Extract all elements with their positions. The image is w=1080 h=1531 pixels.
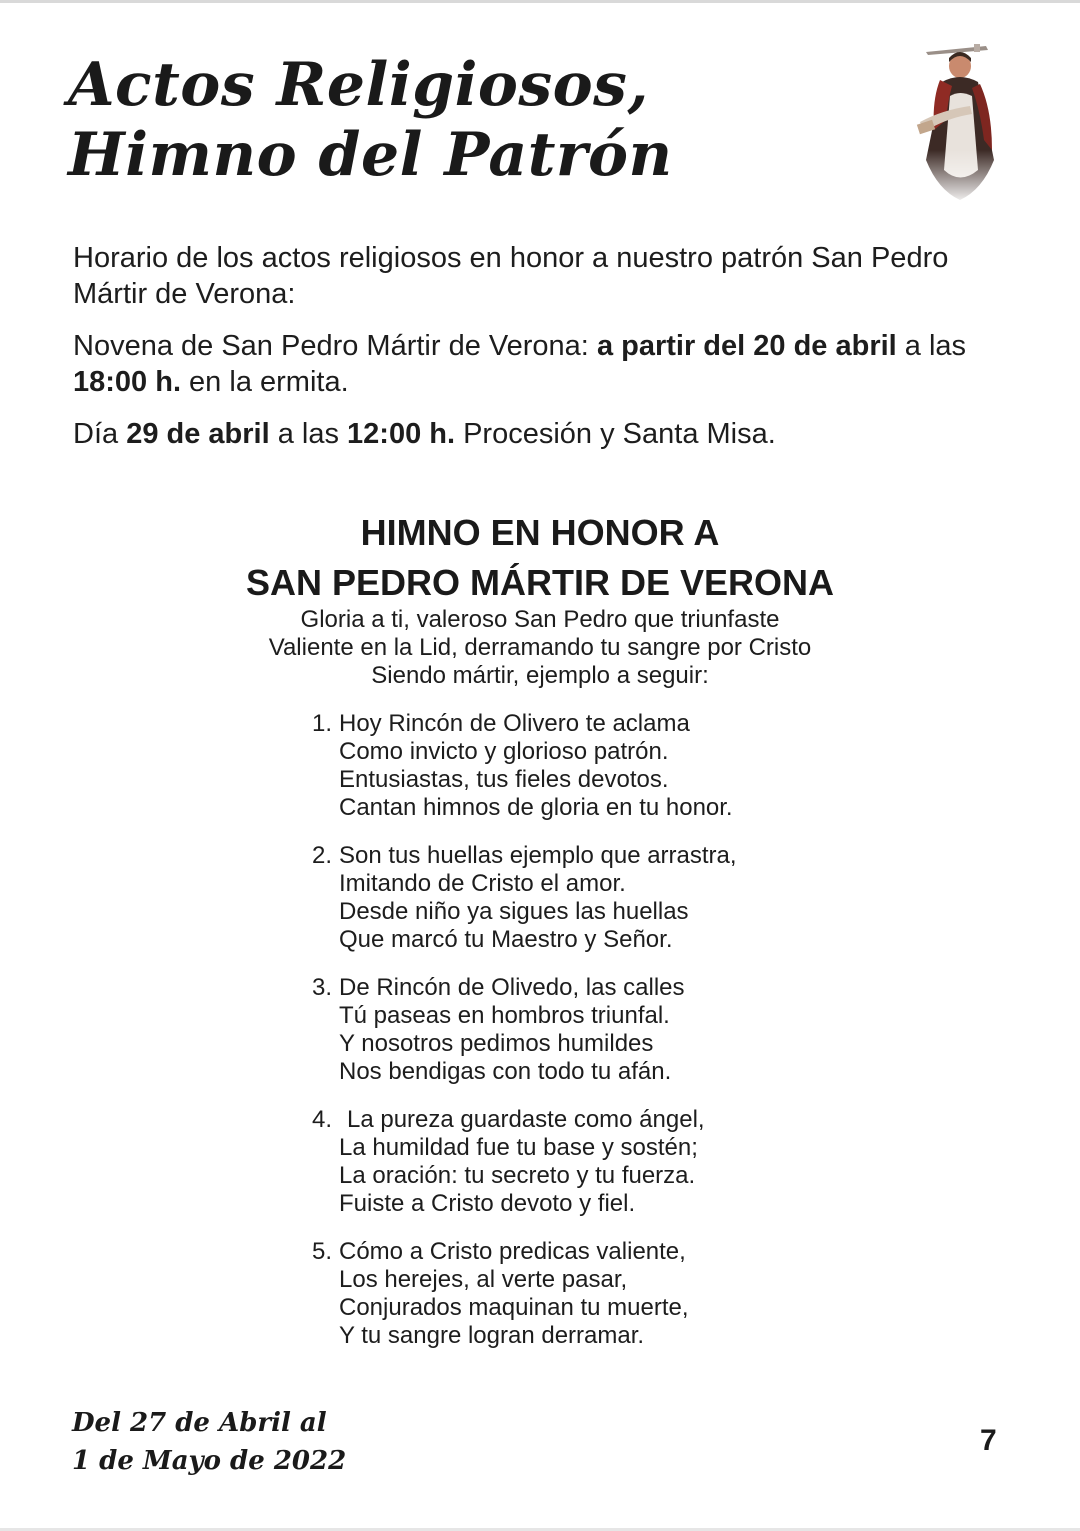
stanza-line: La pureza guardaste como ángel,	[347, 1106, 705, 1133]
stanza-number: 2.	[312, 842, 333, 869]
procession-date: 29 de abril	[126, 418, 270, 450]
stanza-line: De Rincón de Olivedo, las calles	[339, 974, 685, 1001]
hymn-stanzas	[312, 710, 832, 1370]
page-title	[68, 50, 868, 190]
hymn-chorus	[140, 606, 940, 690]
intro-paragraph	[73, 240, 1003, 312]
stanza-5	[312, 1238, 832, 1350]
stanza-line: La oración: tu secreto y tu fuerza.	[339, 1162, 696, 1189]
stanza-number: 3.	[312, 974, 333, 1001]
stanza-line: Fuiste a Cristo devoto y fiel.	[339, 1190, 636, 1217]
stanza-line: Que marcó tu Maestro y Señor.	[339, 926, 673, 953]
novena-text: Novena de San Pedro Mártir de Verona:	[73, 330, 597, 362]
novena-location: en la ermita.	[181, 366, 349, 398]
stanza-line: Imitando de Cristo el amor.	[339, 870, 626, 897]
chorus-line: Siendo mártir, ejemplo a seguir:	[371, 662, 709, 689]
novena-connector: a las	[896, 330, 967, 362]
novena-start-date: a partir del 20 de abril	[596, 330, 897, 362]
novena-time: 18:00 h.	[73, 366, 181, 398]
stanza-line: Desde niño ya sigues las huellas	[339, 898, 689, 925]
footer-date-line-1: Del 27 de Abril al	[72, 1408, 327, 1438]
saint-statue-icon	[912, 40, 1004, 205]
procession-day-label: Día	[73, 418, 127, 450]
stanza-line: Son tus huellas ejemplo que arrastra,	[339, 842, 737, 869]
chorus-line: Gloria a ti, valeroso San Pedro que triunfaste	[300, 606, 780, 633]
stanza-number: 4.	[312, 1106, 333, 1133]
stanza-line: Conjurados maquinan tu muerte,	[339, 1294, 689, 1321]
schedule-intro	[73, 240, 1003, 468]
stanza-line: Cantan himnos de gloria en tu honor.	[339, 794, 733, 821]
procession-text: Procesión y Santa Misa.	[455, 418, 776, 450]
procession-time: 12:00 h.	[347, 418, 456, 450]
stanza-line: Entusiastas, tus fieles devotos.	[339, 766, 669, 793]
stanza-line: Los herejes, al verte pasar,	[339, 1266, 628, 1293]
footer-date-line-2: 1 de Mayo de 2022	[72, 1446, 347, 1476]
stanza-4	[312, 1106, 832, 1218]
stanza-line: Nos bendigas con todo tu afán.	[339, 1058, 672, 1085]
novena-paragraph	[73, 328, 1003, 400]
stanza-2	[312, 842, 832, 954]
stanza-line: Tú paseas en hombros triunfal.	[339, 1002, 670, 1029]
top-border	[0, 0, 1080, 3]
intro-text: Horario de los actos religiosos en honor a nuestro patrón San Pedro Mártir de Verona:	[73, 242, 949, 310]
stanza-3	[312, 974, 832, 1086]
stanza-line: Como invicto y glorioso patrón.	[339, 738, 669, 765]
stanza-line: Y nosotros pedimos humildes	[339, 1030, 654, 1057]
procession-connector: a las	[269, 418, 348, 450]
chorus-line: Valiente en la Lid, derramando tu sangre por Cristo	[268, 634, 812, 661]
stanza-1	[312, 710, 832, 822]
stanza-line: Y tu sangre logran derramar.	[339, 1322, 645, 1349]
hymn-title	[140, 508, 940, 608]
hymn-title-line-1: HIMNO EN HONOR A	[360, 512, 720, 553]
procession-paragraph	[73, 416, 1003, 452]
stanza-line: Cómo a Cristo predicas valiente,	[339, 1238, 686, 1265]
page-number: 7	[980, 1424, 997, 1457]
stanza-number: 5.	[312, 1238, 333, 1265]
stanza-line: La humildad fue tu base y sostén;	[339, 1134, 698, 1161]
title-line-2: Himno del Patrón	[68, 120, 673, 190]
footer-date	[72, 1404, 412, 1480]
stanza-number: 1.	[312, 710, 333, 737]
stanza-line: Hoy Rincón de Olivero te aclama	[339, 710, 690, 737]
hymn-title-line-2: SAN PEDRO MÁRTIR DE VERONA	[245, 562, 835, 603]
title-line-1: Actos Religiosos,	[68, 50, 649, 120]
